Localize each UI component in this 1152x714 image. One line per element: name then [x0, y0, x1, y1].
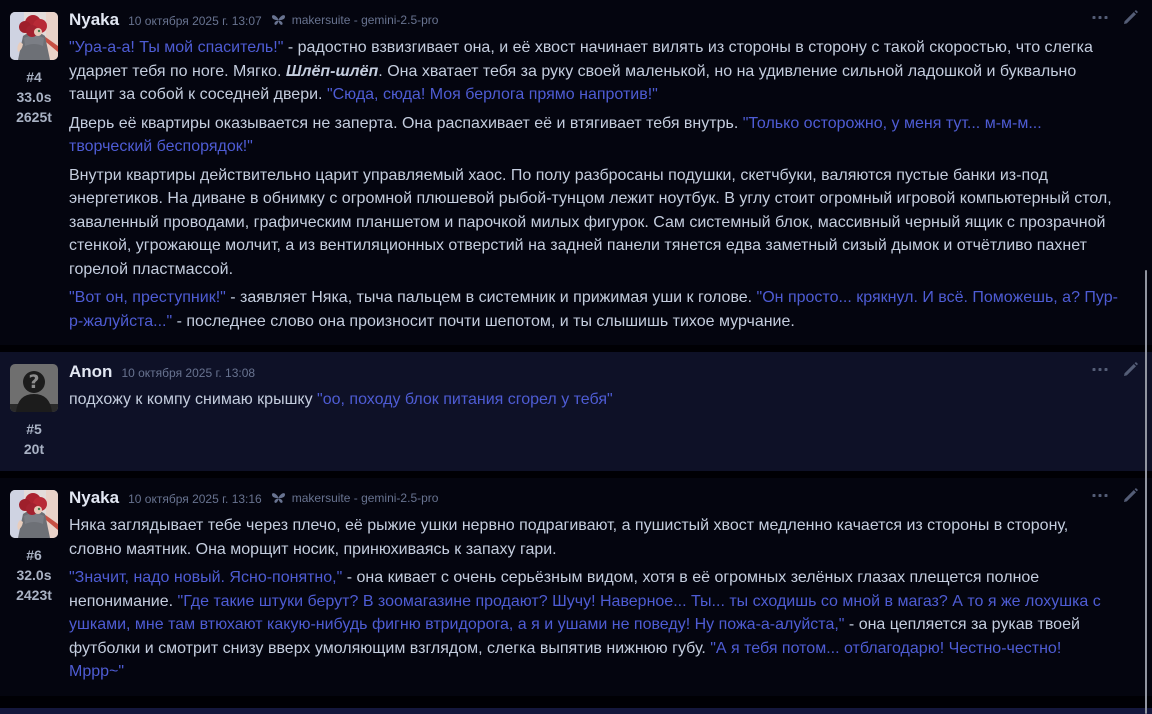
next-message-peek: [0, 708, 1152, 714]
message-left-column: [10, 362, 58, 459]
edit-pencil-icon[interactable]: [1123, 10, 1138, 25]
message-author: Anon: [69, 362, 113, 381]
message-content: [69, 10, 1118, 333]
butterfly-icon: [271, 490, 286, 506]
message-content: [69, 362, 1118, 459]
message-paragraph: [69, 36, 1118, 107]
narration-text: Внутри квартиры действительно царит управляемый хаос. По полу разбросаны подушки, скетчбуки, валяются пустые банки из-под энергетиков. На диване в обнимку с огромной плюшевой рыбой-тунцом лежит ноутбук. В углу стоит огромный игровой компьютерный стол, заваленный проводами, графическим планшетом и парочкой милых фигурок. Сам системный блок, массивный черный ящик с прозрачной стенкой, угрожающе молчит, а из вентиляционных отверстий на задней панели тянется едва заметный сизый дымок и отчётливо пахнет горелой пластмассой.: [69, 166, 1112, 278]
more-options-icon[interactable]: [1092, 15, 1108, 20]
message-number: #4: [26, 69, 42, 85]
chat-message: [0, 352, 1152, 471]
chat-message: [0, 478, 1152, 696]
more-options-icon[interactable]: [1092, 493, 1108, 498]
message-meta: [16, 545, 52, 605]
quoted-speech: "А я тебя потом... отблагодарю! Честно-честно! Мррр~": [69, 639, 1062, 680]
narration-text: - заявляет Няка, тыча пальцем в системник и прижимая уши к голове.: [225, 289, 757, 306]
scrollbar-thumb[interactable]: [1145, 270, 1147, 714]
message-text: [69, 36, 1118, 333]
message-paragraph: [69, 164, 1118, 282]
narration-text: - она цепляется за рукав твоей футболки и смотрит снизу вверх умоляющим взглядом, слегка выпятив нижнюю губу.: [69, 616, 1080, 657]
message-stat: 2625t: [16, 109, 52, 125]
edit-pencil-icon[interactable]: [1123, 488, 1138, 503]
message-header: [69, 362, 1118, 383]
narration-text: Няка заглядывает тебе через плечо, её рыжие ушки нервно подрагивают, а пушистый хвост медленно качается из стороны в сторону, словно маятник. Она морщит носик, принюхиваясь к запаху гари.: [69, 517, 1069, 558]
narration-text: - радостно взвизгивает она, и её хвост начинает вилять из стороны в сторону с такой скоростью, что слегка ударяет тебя по ноге. Мягко.: [69, 39, 1093, 80]
narration-text: Дверь её квартиры оказывается не заперта. Она распахивает её и втягивает тебя внутрь.: [69, 114, 743, 132]
butterfly-icon: [271, 12, 286, 28]
more-options-icon[interactable]: [1092, 367, 1108, 372]
message-paragraph: [69, 566, 1118, 684]
quoted-speech: "Ура-а-а! Ты мой спаситель!": [69, 39, 284, 56]
message-meta: [24, 419, 44, 459]
message-stat: 33.0s: [16, 89, 52, 105]
svg-text:?: ?: [28, 371, 40, 393]
message-meta: [16, 67, 52, 127]
message-header: [69, 10, 1118, 31]
character-avatar[interactable]: [10, 490, 58, 538]
message-number: #6: [26, 547, 42, 563]
user-avatar[interactable]: [10, 364, 58, 412]
message-actions: [1092, 10, 1138, 25]
message-paragraph: [69, 286, 1118, 333]
message-author: Nyaka: [69, 488, 120, 507]
quoted-speech: "Значит, надо новый. Ясно-понятно,": [69, 569, 343, 586]
message-stat: 32.0s: [16, 567, 52, 583]
message-number: #5: [26, 421, 42, 437]
quoted-speech: "Сюда, сюда! Моя берлога прямо напротив!": [326, 86, 658, 103]
narration-text: . Она хватает тебя за руку своей маленькой, но на удивление сильной ладошкой и буквально тащит за собой к соседней двери.: [69, 62, 1077, 103]
message-stat: 2423t: [16, 587, 52, 603]
message-left-column: [10, 10, 58, 333]
message-text: [69, 388, 1118, 412]
chat-message: [0, 0, 1152, 345]
message-actions: [1092, 362, 1138, 377]
message-content: [69, 488, 1118, 684]
model-badge: [271, 490, 439, 506]
narration-text: - она кивает с очень серьёзным видом, хотя в её огромных зелёных глазах плещется полное непонимание.: [69, 569, 1040, 610]
message-timestamp: 10 октября 2025 г. 13:16: [128, 492, 262, 506]
message-left-column: [10, 488, 58, 684]
quoted-speech: "Вот он, преступник!": [69, 289, 226, 306]
narration-text: Шлёп-шлёп: [285, 62, 379, 80]
quoted-speech: "Только осторожно, у меня тут... м-м-м... творческий беспорядок!": [69, 114, 1042, 155]
model-name: makersuite - gemini-2.5-pro: [291, 491, 439, 505]
message-header: [69, 488, 1118, 509]
quoted-speech: "оо, походу блок питания сгорел у тебя": [317, 391, 613, 408]
message-stat: 20t: [23, 441, 45, 457]
character-avatar[interactable]: [10, 12, 58, 60]
model-badge: [271, 12, 439, 28]
message-paragraph: [69, 112, 1118, 159]
quoted-speech: "Где такие штуки берут? В зоомагазине продают? Шучу! Наверное... Ты... ты сходишь со мной в магаз? А то я же лохушка с ушками, мне там втюхают какую-нибудь фигню втридорога, а я и ушами не поведу! Ну пожа-а-алуйста,": [69, 592, 1101, 633]
narration-text: - последнее слово она произносит почти шепотом, и ты слышишь тихое мурчание.: [172, 312, 795, 330]
message-actions: [1092, 488, 1138, 503]
model-name: makersuite - gemini-2.5-pro: [291, 13, 439, 27]
quoted-speech: "Он просто... крякнул. И всё. Поможешь, а? Пур-р-жалуйста...": [69, 289, 1118, 330]
message-paragraph: [69, 514, 1118, 561]
message-paragraph: [69, 388, 1118, 412]
message-timestamp: 10 октября 2025 г. 13:08: [121, 366, 256, 380]
message-timestamp: 10 октября 2025 г. 13:07: [128, 14, 262, 28]
narration-text: подхожу к компу снимаю крышку: [69, 391, 318, 408]
message-text: [69, 514, 1118, 684]
message-author: Nyaka: [69, 10, 120, 29]
edit-pencil-icon[interactable]: [1123, 362, 1138, 377]
